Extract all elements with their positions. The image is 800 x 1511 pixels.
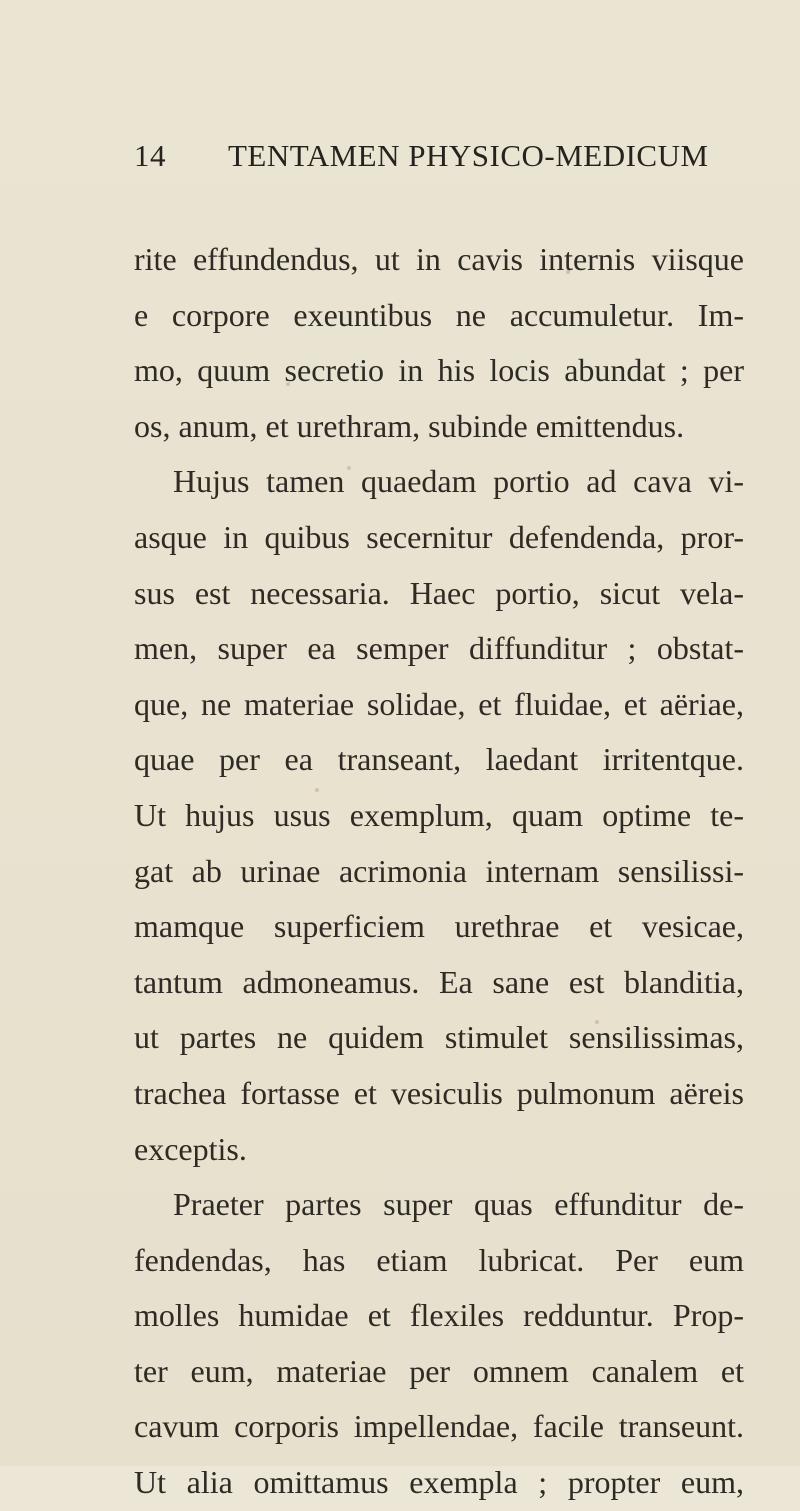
text-line: gat ab urinae acrimonia internam sensilissi-: [134, 852, 744, 889]
text-line: mamque superficiem urethrae et vesicae,: [134, 908, 744, 945]
paper-speck: [595, 1020, 599, 1024]
text-line: rite effundendus, ut in cavis internis viisque: [134, 241, 744, 277]
page-header: [134, 138, 740, 178]
text-line: ter eum, materiae per omnem canalem et: [134, 1352, 744, 1389]
text-line: exceptis.: [134, 1130, 247, 1167]
text-line: ut partes ne quidem stimulet sensilissimas,: [134, 1019, 744, 1056]
text-line: tantum admoneamus. Ea sane est blanditia,: [134, 963, 744, 1000]
paragraph-start-line: Praeter partes super quas effunditur de-: [173, 1186, 744, 1223]
page-number: 14: [134, 138, 166, 173]
paper-speck: [315, 788, 319, 792]
paper-speck: [286, 382, 290, 386]
text-line: que, ne materiae solidae, et fluidae, et aëriae,: [134, 685, 744, 722]
text-line: Ut alia omittamus exempla ; propter eum,: [134, 1464, 744, 1501]
text-line: e corpore exeuntibus ne accumuletur. Im-: [134, 296, 744, 333]
paper-speck: [347, 466, 351, 470]
text-line: fendendas, has etiam lubricat. Per eum: [134, 1241, 744, 1278]
text-line: molles humidae et flexiles redduntur. Prop-: [134, 1297, 744, 1334]
text-line: men, super ea semper diffunditur ; obstat-: [134, 630, 744, 667]
text-line: mo, quum secretio in his locis abundat ; per: [134, 352, 744, 389]
text-line: os, anum, et urethram, subinde emittendus.: [134, 407, 685, 444]
body-text: [134, 232, 744, 1511]
text-line: quae per ea transeant, laedant irritentque.: [134, 741, 744, 778]
text-line: cavum corporis impellendae, facile transeunt.: [134, 1408, 744, 1445]
text-line: Ut hujus usus exemplum, quam optime te-: [134, 796, 744, 833]
running-title: TENTAMEN PHYSICO-MEDICUM: [228, 138, 709, 173]
text-line: asque in quibus secernitur defendenda, pror-: [134, 518, 744, 555]
text-line: trachea fortasse et vesiculis pulmonum aëreis: [134, 1074, 744, 1111]
paragraph-start-line: Hujus tamen quaedam portio ad cava vi-: [173, 463, 744, 500]
paper-speck: [566, 270, 570, 274]
text-line: sus est necessaria. Haec portio, sicut vela-: [134, 574, 744, 611]
